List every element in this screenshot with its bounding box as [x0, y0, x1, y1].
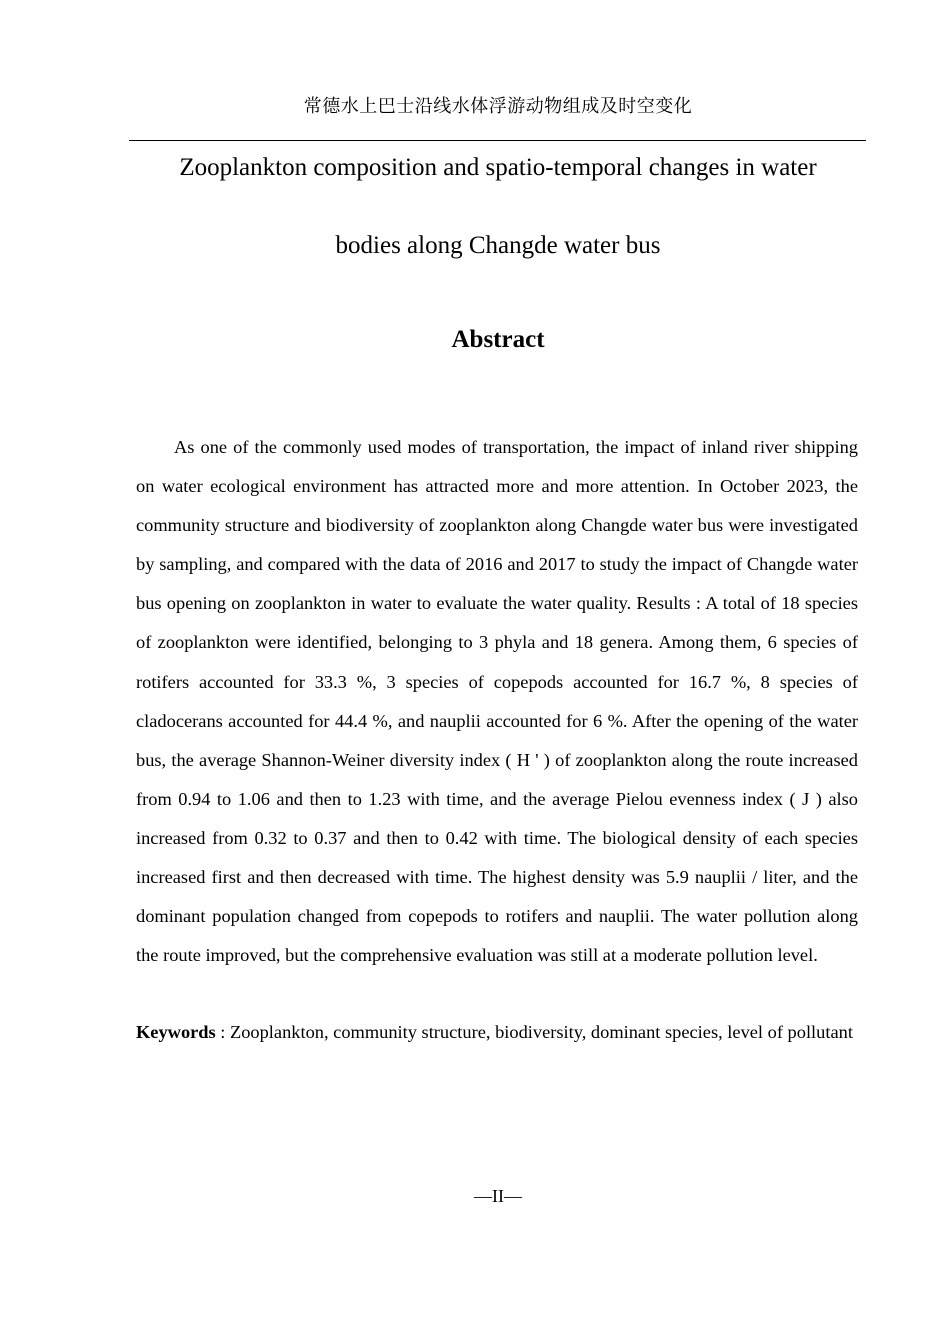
running-header: 常德水上巴士沿线水体浮游动物组成及时空变化 [303, 96, 693, 117]
keywords-label: Keywords [136, 1022, 216, 1042]
abstract-body: As one of the commonly used modes of transportation, the impact of inland river shipping on water ecological environment has attracted more and more attention. In October 2023, the community structure and biodiversity of zooplankton along Changde water bus were investigated by sampling, and compared with the data of 2016 and 2017 to study the impact of Changde water bus opening on zooplankton in water to evaluate the water quality. Results : A total of 18 species of zooplankton were identified, belonging to 3 phyla and 18 genera. Among them, 6 species of rotifers accounted for 33.3 %, 3 species of copepods accounted for 16.7 %, 8 species of cladocerans accounted for 44.4 %, and nauplii accounted for 6 %. After the opening of the water bus, the average Shannon-Weiner diversity index ( H ' ) of zooplankton along the route increased from 0.94 to 1.06 and then to 1.23 with time, and the average Pielou evenness index ( J ) also increased from 0.32 to 0.37 and then to 0.42 with time. The biological density of each species increased first and then decreased with time. The highest density was 5.9 nauplii / liter, and the dominant population changed from copepods to rotifers and nauplii. The water pollution along the route improved, but the comprehensive evaluation was still at a moderate pollution level. [136, 437, 858, 966]
paper-title-line-2: bodies along Changde water bus [335, 232, 661, 259]
page-number: —II— [474, 1186, 522, 1206]
header-divider [129, 140, 866, 141]
keywords-paragraph [136, 1013, 858, 1052]
keywords-text: : Zooplankton, community structure, biodiversity, dominant species, level of pollutant [215, 1022, 853, 1042]
paper-title-line-1: Zooplankton composition and spatio-temporal changes in water [179, 154, 817, 181]
abstract-heading: Abstract [451, 326, 545, 353]
